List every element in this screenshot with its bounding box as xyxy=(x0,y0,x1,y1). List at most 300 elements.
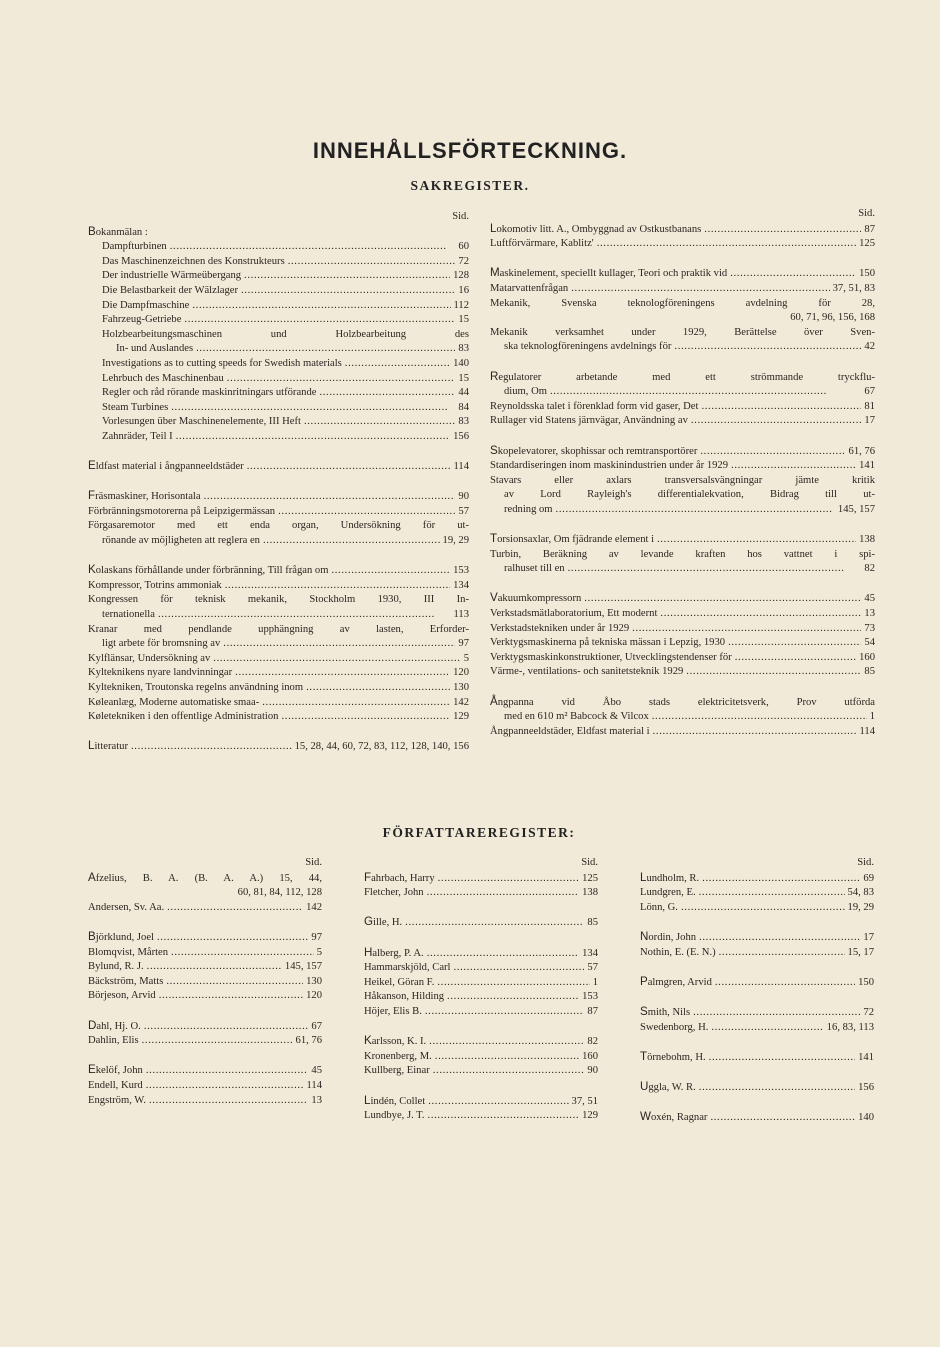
bokanmalan-item xyxy=(88,401,469,416)
leader-dots xyxy=(571,282,829,297)
index-entry xyxy=(88,681,469,696)
entry-pages: 153 xyxy=(453,565,469,577)
entry-title: Skopelevatorer, skophissar och remtransportörer xyxy=(490,443,698,457)
leader-dots xyxy=(147,960,282,975)
index-entry xyxy=(88,563,469,579)
leader-dots xyxy=(170,240,456,255)
leader-dots xyxy=(556,503,835,518)
entry-title: Kullberg, Einar xyxy=(364,1065,430,1077)
entry-pages: 134 xyxy=(582,947,598,959)
entry-title-line: Ångpanna vid Åbo stads elektricitetsverk, Prov utförda xyxy=(490,694,875,708)
leader-dots xyxy=(674,340,861,355)
entry-pages: 67 xyxy=(311,1020,322,1032)
entry-pages: 15, 28, 44, 60, 72, 83, 112, 128, 140, 156 xyxy=(294,741,469,753)
leader-dots xyxy=(429,1035,584,1050)
entry-title: Vakuumkompressorn xyxy=(490,591,582,605)
entry-pages: 37, 51, 83 xyxy=(832,282,875,294)
leader-dots xyxy=(433,1064,585,1079)
spacer xyxy=(88,445,469,460)
index-entry xyxy=(88,975,322,990)
sakregister-heading: SAKREGISTER. xyxy=(410,178,530,193)
entry-title: ligt arbete för bromsning av xyxy=(102,638,221,650)
leader-dots xyxy=(657,533,856,548)
leader-dots xyxy=(700,445,845,460)
entry-title: Bylund, R. J. xyxy=(88,961,144,973)
index-entry xyxy=(88,459,469,475)
authors-column-1 xyxy=(88,856,322,1108)
leader-dots xyxy=(652,710,867,725)
entry-title: Endell, Kurd xyxy=(88,1079,143,1091)
index-entry xyxy=(364,946,598,962)
entry-title: In- und Auslandes xyxy=(116,343,194,355)
index-entry xyxy=(364,1050,598,1065)
leader-dots xyxy=(699,1081,855,1096)
entry-pages: 138 xyxy=(582,887,598,899)
entry-pages: 85 xyxy=(587,917,598,929)
entry-pages: 15 xyxy=(458,314,469,326)
entry-pages: 13 xyxy=(311,1094,322,1106)
entry-pages: 54, 83 xyxy=(847,887,874,899)
leader-dots xyxy=(131,740,292,755)
entry-title: Matarvattenfrågan xyxy=(490,282,569,294)
leader-dots xyxy=(728,636,861,651)
index-entry xyxy=(88,960,322,975)
entry-pages: 125 xyxy=(859,238,875,250)
entry-pages: 141 xyxy=(859,460,875,472)
leader-dots xyxy=(438,872,579,887)
bokanmalan-item xyxy=(88,386,469,401)
entry-pages: 114 xyxy=(453,461,469,473)
index-entry xyxy=(88,1019,322,1035)
index-entry xyxy=(640,1080,874,1096)
leader-dots xyxy=(428,1095,568,1110)
page-title: INNEHÅLLSFÖRTECKNING. xyxy=(312,138,628,163)
entry-pages: 87 xyxy=(587,1005,598,1017)
leader-dots xyxy=(345,357,450,372)
index-entry xyxy=(102,255,469,270)
entry-pages: 5 xyxy=(463,652,469,664)
spacer xyxy=(640,1065,874,1080)
entry-title-line: Mekanik, Svenska teknologföreningens avdelning för 28, xyxy=(490,297,875,309)
index-entry xyxy=(88,696,469,711)
leader-dots xyxy=(731,459,856,474)
entry-pages: 83 xyxy=(458,343,469,355)
entry-title-line: Holzbearbeitungsmaschinen und Holzbearbeitung des xyxy=(102,328,469,340)
entry-title: Lundgren, E. xyxy=(640,887,696,899)
entry-pages: 150 xyxy=(858,976,874,988)
entry-pages: 140 xyxy=(453,357,469,369)
entry-pages: 145, 157 xyxy=(837,503,875,515)
entry-title: Dampfturbinen xyxy=(102,241,167,253)
entry-pages: 82 xyxy=(587,1036,598,1048)
index-entry xyxy=(88,534,469,549)
leader-dots xyxy=(171,401,455,416)
spacer xyxy=(640,915,874,930)
entry-title: Standardiseringen inom maskinindustrien under år 1929 xyxy=(490,460,729,472)
index-entry-wrapped xyxy=(490,695,875,711)
index-entry xyxy=(102,284,469,299)
spacer xyxy=(490,680,875,695)
index-entry xyxy=(364,976,598,991)
index-entry-wrapped xyxy=(490,488,875,503)
entry-title: Regler och råd rörande maskinritningars utförande xyxy=(102,387,317,399)
entry-title: Investigations as to cutting speeds for Swedish materials xyxy=(102,357,342,369)
leader-dots xyxy=(719,946,845,961)
leader-dots xyxy=(691,414,862,429)
entry-title: Fahrbach, Harry xyxy=(364,870,435,884)
index-entry-wrapped xyxy=(88,871,322,887)
entry-title: Ekelöf, John xyxy=(88,1063,143,1077)
leader-dots xyxy=(244,269,450,284)
leader-dots xyxy=(693,1006,860,1021)
index-entry xyxy=(490,459,875,474)
index-entry xyxy=(640,1021,874,1036)
bokanmalan-item xyxy=(88,255,469,270)
entry-pages: 134 xyxy=(453,579,469,591)
entry-pages: 17 xyxy=(863,931,874,943)
entry-pages: 129 xyxy=(582,1110,598,1122)
index-entry xyxy=(490,651,875,666)
entry-pages: 156 xyxy=(858,1081,874,1093)
leader-dots xyxy=(435,1050,579,1065)
bokanmalan-item xyxy=(88,372,469,387)
entry-pages: 142 xyxy=(453,696,469,708)
index-entry xyxy=(364,1109,598,1124)
entry-title: Lokomotiv litt. A., Ombyggnad av Ostkustbanans xyxy=(490,221,702,235)
index-entry xyxy=(88,1094,322,1109)
entry-title: ralhuset till en xyxy=(504,563,565,575)
entry-title: Verktygsmaskinerna på tekniska mässan i Lepzig, 1930 xyxy=(490,637,726,649)
entry-pages: 120 xyxy=(453,667,469,679)
leader-dots xyxy=(262,696,450,711)
entry-pages: 73 xyxy=(864,622,875,634)
entry-title-line: Mekanik verksamhet under 1929, Berättelse över Sven- xyxy=(490,326,875,338)
index-entry xyxy=(102,386,469,401)
entry-pages: 90 xyxy=(458,491,469,503)
index-entry xyxy=(102,342,469,357)
leader-dots xyxy=(166,975,303,990)
entry-pages: 37, 51 xyxy=(571,1095,598,1107)
entry-title: Dahlin, Elis xyxy=(88,1035,139,1047)
entry-pages: 19, 29 xyxy=(847,901,874,913)
entry-pages: 153 xyxy=(582,991,598,1003)
entry-title: Vorlesungen über Maschinenelemente, III Heft xyxy=(102,416,301,428)
entry-pages: 69 xyxy=(863,872,874,884)
entry-title: Kolaskans förhållande under förbränning, Till frågan om xyxy=(88,563,329,577)
leader-dots xyxy=(144,1020,309,1035)
spacer xyxy=(490,429,875,444)
index-entry xyxy=(88,946,322,961)
leader-dots xyxy=(223,637,455,652)
index-entry-wrapped xyxy=(88,519,469,534)
index-entry xyxy=(88,579,469,594)
sid-label: Sid. xyxy=(857,857,874,868)
entry-pages: 85 xyxy=(864,666,875,678)
index-entry xyxy=(490,237,875,252)
entry-title: Kylflänsar, Undersökning av xyxy=(88,652,211,664)
entry-pages: 82 xyxy=(864,563,875,575)
spacer xyxy=(364,901,598,916)
entry-title: Heikel, Göran F. xyxy=(364,976,435,988)
index-entry xyxy=(102,313,469,328)
entry-title: Die Dampfmaschine xyxy=(102,299,190,311)
entry-title-line: 60, 71, 96, 156, 168 xyxy=(790,312,875,324)
index-entry xyxy=(88,505,469,520)
spacer xyxy=(364,1020,598,1035)
index-entry xyxy=(364,990,598,1005)
entry-title: Engström, W. xyxy=(88,1094,146,1106)
index-entry xyxy=(88,489,469,505)
entry-title: Hammarskjöld, Carl xyxy=(364,962,451,974)
leader-dots xyxy=(167,901,303,916)
leader-dots xyxy=(425,1005,585,1020)
entry-pages: 83 xyxy=(458,416,469,428)
index-entry-wrapped xyxy=(490,297,875,312)
leader-dots xyxy=(241,284,455,299)
index-entry xyxy=(102,269,469,284)
index-entry xyxy=(102,430,469,445)
entry-pages: 16, 83, 113 xyxy=(826,1021,874,1033)
index-entry xyxy=(490,591,875,607)
entry-pages: 142 xyxy=(306,901,322,913)
entry-title: Køleanlæg, Moderne automatiske smaa- xyxy=(88,696,260,708)
entry-title: Palmgren, Arvid xyxy=(640,974,712,988)
leader-dots xyxy=(428,1109,580,1124)
spacer xyxy=(88,549,469,564)
bokanmalan-item xyxy=(88,357,469,372)
entry-title: Kompressor, Totrins ammoniak xyxy=(88,579,222,591)
entry-title: Litteratur xyxy=(88,739,128,753)
sid-label: Sid. xyxy=(305,857,322,868)
entry-title: Das Maschinenzeichnen des Konstrukteurs xyxy=(102,255,285,267)
entry-title: Förbränningsmotorerna på Leipzigermässan xyxy=(88,505,276,517)
spacer xyxy=(88,1004,322,1019)
entry-title: Bäckström, Matts xyxy=(88,975,164,987)
entry-pages: 125 xyxy=(582,872,598,884)
entry-title: Höjer, Elis B. xyxy=(364,1005,422,1017)
entry-title: Håkanson, Hilding xyxy=(364,991,445,1003)
entry-pages: 130 xyxy=(453,682,469,693)
index-entry xyxy=(490,385,875,400)
bokanmalan-item xyxy=(88,240,469,255)
entry-pages: 1 xyxy=(592,976,598,988)
leader-dots xyxy=(632,622,861,637)
sid-label: Sid. xyxy=(452,211,469,222)
entry-pages: 16 xyxy=(458,284,469,296)
index-entry xyxy=(490,282,875,297)
leader-dots xyxy=(176,430,450,445)
entry-pages: 81 xyxy=(864,400,875,412)
index-entry xyxy=(88,608,469,623)
entry-title: Rullager vid Statens järnvägar, Användning av xyxy=(490,415,688,427)
leader-dots xyxy=(437,976,589,991)
index-entry xyxy=(88,739,469,755)
entry-pages: 54 xyxy=(864,637,875,649)
entry-title: Lehrbuch des Maschinenbau xyxy=(102,372,224,384)
entry-title-line: Förgasaremotor med ett enda organ, Undersökning för ut- xyxy=(88,520,469,532)
leader-dots xyxy=(213,652,460,667)
entry-title: Nordin, John xyxy=(640,929,697,943)
leader-dots xyxy=(235,666,450,681)
entry-title-line: Kongressen för teknisk mekanik, Stockholm 1930, III In- xyxy=(88,594,469,606)
entry-pages: 138 xyxy=(859,534,875,546)
entry-title: Luftförvärmare, Kablitz' xyxy=(490,238,594,250)
leader-dots xyxy=(331,564,450,579)
entry-pages: 160 xyxy=(859,651,875,663)
leader-dots xyxy=(304,415,455,430)
index-entry xyxy=(640,1050,874,1066)
index-entry xyxy=(490,607,875,622)
index-entry xyxy=(640,871,874,887)
entry-title: Reynoldsska talet i förenklad form vid gaser, Det xyxy=(490,400,699,412)
index-entry xyxy=(364,886,598,901)
leader-dots xyxy=(227,372,456,387)
leader-dots xyxy=(288,255,456,270)
leader-dots xyxy=(427,886,580,901)
sid-label: Sid. xyxy=(858,208,875,219)
index-entry xyxy=(88,666,469,681)
entry-title: Lundbye, J. T. xyxy=(364,1110,425,1122)
spacer xyxy=(640,1096,874,1111)
entry-title: Smith, Nils xyxy=(640,1004,691,1018)
leader-dots xyxy=(225,579,450,594)
entry-title: Värme-, ventilations- och sanitetsteknik 1929 xyxy=(490,666,684,678)
entry-pages: 114 xyxy=(306,1079,322,1091)
entry-title: Fräsmaskiner, Horisontala xyxy=(88,489,201,503)
entry-title: redning om xyxy=(504,503,553,515)
entry-title: Die Belastbarkeit der Wälzlager xyxy=(102,284,238,296)
spacer xyxy=(490,355,875,370)
entry-pages: 45 xyxy=(864,593,875,605)
entry-pages: 42 xyxy=(864,341,875,353)
leader-dots xyxy=(142,1034,293,1049)
entry-pages: 145, 157 xyxy=(284,961,322,973)
index-entry xyxy=(490,414,875,429)
entry-title: Swedenborg, H. xyxy=(640,1021,709,1033)
entry-title-line: av Lord Rayleigh's differentialekvation, Bidrag till ut- xyxy=(504,489,875,501)
entry-title: Verkstadsmätlaboratorium, Ett modernt xyxy=(490,608,658,620)
index-entry-wrapped xyxy=(88,593,469,608)
leader-dots xyxy=(568,562,862,577)
leader-dots xyxy=(702,872,860,887)
leader-dots xyxy=(263,534,440,549)
leader-dots xyxy=(715,976,855,991)
entry-title-line: Regulatorer arbetande med ett strömmande tryckflu- xyxy=(490,369,875,383)
leader-dots xyxy=(192,299,450,314)
index-entry-wrapped xyxy=(490,548,875,563)
entry-title: Björklund, Joel xyxy=(88,929,154,943)
entry-pages: 87 xyxy=(864,223,875,235)
entry-pages: 84 xyxy=(458,401,469,413)
spacer xyxy=(88,915,322,930)
entry-title-line: 60, 81, 84, 112, 128 xyxy=(237,887,322,899)
index-entry xyxy=(490,622,875,637)
entry-title: Halberg, P. A. xyxy=(364,945,424,959)
entry-pages: 130 xyxy=(306,975,322,987)
entry-title-line: Kranar med pendlande upphängning av lasten, Erforder- xyxy=(88,623,469,635)
leader-dots xyxy=(278,505,455,520)
entry-pages: 150 xyxy=(859,268,875,280)
index-entry xyxy=(364,915,598,931)
entry-pages: 90 xyxy=(587,1065,598,1077)
leader-dots xyxy=(709,1051,855,1066)
entry-pages: 113 xyxy=(453,609,469,621)
index-entry xyxy=(102,299,469,314)
leader-dots xyxy=(158,608,451,623)
leader-dots xyxy=(204,490,456,505)
index-entry xyxy=(640,886,874,901)
entry-title: Ångpanneeldstäder, Eldfast material i xyxy=(490,725,650,737)
index-entry-wrapped xyxy=(88,623,469,638)
entry-pages: 60 xyxy=(458,241,469,253)
leader-dots xyxy=(681,901,845,916)
leader-dots xyxy=(196,342,455,357)
entry-title: Zahnräder, Teil I xyxy=(102,430,173,442)
index-entry-wrapped xyxy=(490,326,875,341)
index-entry xyxy=(364,1034,598,1050)
leader-dots xyxy=(730,267,856,282)
entry-title: Steam Turbines xyxy=(102,401,169,413)
sakregister-left-column xyxy=(88,210,469,755)
entry-title: Törnebohm, H. xyxy=(640,1049,706,1063)
leader-dots xyxy=(660,607,861,622)
index-entry xyxy=(490,665,875,680)
leader-dots xyxy=(701,400,861,415)
leader-dots xyxy=(550,385,861,400)
entry-title: Woxén, Ragnar xyxy=(640,1110,708,1124)
leader-dots xyxy=(710,1111,855,1126)
entry-pages: 15 xyxy=(458,372,469,384)
leader-dots xyxy=(653,725,857,740)
entry-title: Lindén, Collet xyxy=(364,1093,426,1107)
leader-dots xyxy=(427,947,579,962)
index-entry-wrapped xyxy=(102,328,469,343)
index-entry xyxy=(490,710,875,725)
index-entry xyxy=(640,946,874,961)
bokanmalan-item xyxy=(88,430,469,445)
index-entry xyxy=(490,444,875,460)
entry-title: Torsionsaxlar, Om fjädrande element i xyxy=(490,532,655,546)
index-entry xyxy=(364,1064,598,1079)
entry-pages: 72 xyxy=(458,255,469,267)
index-entry xyxy=(102,357,469,372)
entry-pages: 160 xyxy=(582,1050,598,1062)
entry-title-line: Stavars eller axlars transversalsvängningar jämte kritik xyxy=(490,474,875,486)
index-entry xyxy=(490,636,875,651)
spacer xyxy=(640,1035,874,1050)
index-entry xyxy=(640,901,874,916)
index-entry xyxy=(88,1079,322,1094)
leader-dots xyxy=(686,665,861,680)
leader-dots xyxy=(157,931,308,946)
spacer xyxy=(364,931,598,946)
entry-title: dium, Om xyxy=(504,386,547,398)
index-entry-wrapped xyxy=(490,370,875,386)
entry-title: Kyltekniken, Troutonska regelns användning inom xyxy=(88,682,304,693)
index-entry xyxy=(102,401,469,416)
index-entry xyxy=(364,871,598,887)
bokanmalan-item xyxy=(88,269,469,284)
leader-dots xyxy=(699,886,845,901)
index-entry xyxy=(88,901,322,916)
leader-dots xyxy=(306,681,450,696)
index-entry xyxy=(88,1063,322,1079)
entry-pages: 5 xyxy=(316,946,322,958)
bokanmalan-item xyxy=(88,313,469,328)
spacer xyxy=(640,990,874,1005)
entry-title: Börjeson, Arvid xyxy=(88,990,156,1002)
bokanmalan-item xyxy=(88,415,469,430)
